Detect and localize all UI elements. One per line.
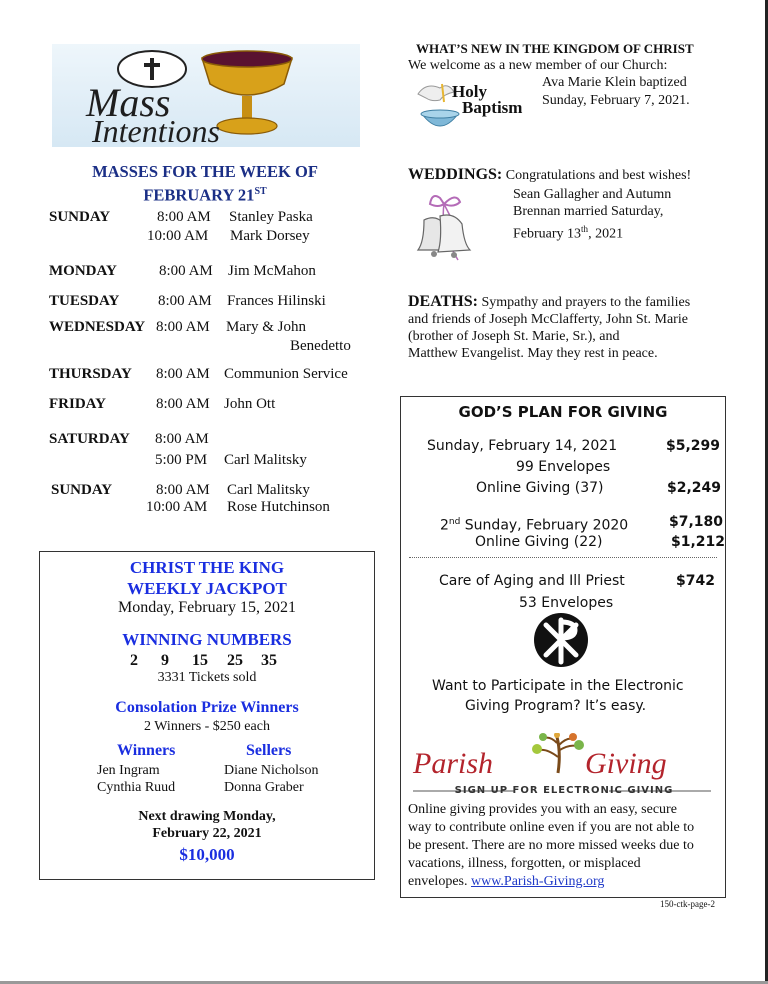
baptism-line1: Ava Marie Klein baptized [542, 75, 687, 90]
mass-intention-name: John Ott [224, 396, 276, 412]
giving-row-amount: $1,212 [671, 534, 726, 550]
mass-time: 8:00 AM [159, 263, 213, 279]
mass-time: 8:00 AM [156, 319, 210, 335]
mass-day: SATURDAY [49, 431, 130, 447]
winning-number: 9 [161, 652, 169, 669]
next-drawing-line2: February 22, 2021 [152, 826, 262, 841]
mass-time: 8:00 AM [156, 396, 210, 412]
masses-title-line1: MASSES FOR THE WEEK OF [92, 162, 318, 181]
mass-day: TUESDAY [49, 293, 120, 309]
giving-row-amount: $2,249 [667, 480, 722, 496]
mass-intention-name: Rose Hutchinson [227, 499, 330, 515]
mass-day: THURSDAY [49, 366, 132, 382]
mass-day: SUNDAY [51, 482, 113, 498]
baptism-text: Baptism [462, 98, 523, 117]
giving-box [400, 396, 726, 898]
weddings-line2: Sean Gallagher and Autumn [513, 187, 672, 202]
mass-intention-name: Frances Hilinski [227, 293, 326, 309]
winners-label: Winners [117, 742, 176, 759]
winning-numbers-label: WINNING NUMBERS [122, 630, 292, 649]
weddings-line3: Brennan married Saturday, [513, 204, 664, 219]
sellers-label: Sellers [246, 742, 292, 759]
giving-text: Giving [585, 747, 667, 780]
seller-name: Donna Graber [224, 780, 304, 795]
wedding-bells-icon [410, 190, 500, 270]
news-welcome: We welcome as a new member of our Church: [408, 58, 668, 73]
parish-giving-link[interactable]: www.Parish-Giving.org [470, 874, 605, 889]
seller-name: Diane Nicholson [224, 763, 319, 778]
winner-name: Jen Ingram [97, 763, 160, 778]
giving-row-label: Sunday, February 14, 2021 [427, 438, 618, 454]
deaths-line3: (brother of Joseph St. Marie, Sr.), and [408, 329, 620, 344]
parish-text: Parish [413, 747, 494, 780]
mass-intention-name: Jim McMahon [228, 263, 316, 279]
giving-row-label: Care of Aging and Ill Priest [439, 573, 625, 589]
giving-row-label: Online Giving (22) [475, 534, 603, 550]
mass-day: MONDAY [49, 263, 117, 279]
mass-time: 8:00 AM [156, 482, 210, 498]
mass-intentions-banner [52, 44, 360, 147]
mass-time: 8:00 AM [158, 293, 212, 309]
weddings-congrats: Congratulations and best wishes! [502, 168, 692, 183]
chi-rho-icon [533, 612, 589, 668]
winning-number: 35 [261, 652, 277, 669]
winner-name: Cynthia Ruud [97, 780, 176, 795]
giving-description: Online giving provides you with an easy, secure way to contribute online even if you are not able to be present. There are no more missed weeks due to vacations, illness, forgotten, or misplaced envelopes. www.Parish-Giving.org [408, 802, 695, 889]
participate-line1: Want to Participate in the Electronic [432, 678, 684, 694]
jackpot-amount: $10,000 [179, 845, 235, 864]
mass-time: 10:00 AM [147, 228, 209, 244]
giving-row-amount: $7,180 [669, 514, 724, 530]
giving-row-label: Online Giving (37) [476, 480, 604, 496]
participate-line2: Giving Program? It’s easy. [465, 698, 647, 714]
mass-day: SUNDAY [49, 209, 111, 225]
mass-intention-name: Mark Dorsey [230, 228, 310, 244]
wedding-bells-graphic [410, 190, 500, 270]
next-drawing-line1: Next drawing Monday, [138, 809, 276, 824]
mass-time: 8:00 AM [155, 431, 209, 447]
mass-time: 8:00 AM [156, 366, 210, 382]
jackpot-date: Monday, February 15, 2021 [117, 599, 297, 616]
mass-intention-name: Carl Malitsky [227, 482, 310, 498]
giving-row-label: 2nd Sunday, February 2020 [440, 517, 629, 534]
jackpot-title-2: WEEKLY JACKPOT [127, 579, 287, 598]
deaths-line2: and friends of Joseph McClafferty, John St. Marie [408, 312, 688, 327]
weekly-jackpot-box [39, 551, 375, 880]
mass-intention-name: Benedetto [290, 338, 351, 354]
giving-row-amount: $742 [676, 573, 715, 589]
mass-time: 5:00 PM [155, 452, 208, 468]
jackpot-title-1: CHRIST THE KING [129, 558, 285, 577]
mass-intention-name: Mary & John [226, 319, 306, 335]
tickets-sold: 3331 Tickets sold [157, 670, 257, 685]
holy-baptism-graphic [414, 78, 534, 138]
mass-intention-name: Carl Malitsky [224, 452, 307, 468]
giving-row-label: 99 Envelopes [516, 459, 611, 475]
consolation-detail: 2 Winners - $250 each [144, 719, 270, 734]
winning-number: 15 [192, 652, 208, 669]
deaths-line4: Matthew Evangelist. May they rest in peace. [408, 346, 658, 361]
mass-day: WEDNESDAY [49, 319, 146, 335]
giving-row-label: 53 Envelopes [519, 595, 614, 611]
consolation-label: Consolation Prize Winners [115, 699, 299, 716]
mass-intention-name: Stanley Paska [229, 209, 313, 225]
banner-intentions-text: Intentions [92, 113, 220, 147]
banner-mass-text: Mass [86, 80, 171, 125]
news-title: WHAT’S NEW IN THE KINGDOM OF CHRIST [416, 41, 694, 56]
weddings-line4: February 13th, 2021 [513, 224, 624, 242]
giving-row-amount: $5,299 [666, 438, 721, 454]
mass-time: 8:00 AM [157, 209, 211, 225]
parish-giving-logo [411, 733, 717, 803]
winning-number: 2 [130, 652, 138, 669]
mass-intention-name: Communion Service [224, 366, 348, 382]
masses-title-line2: FEBRUARY 21ST [143, 185, 267, 205]
baptism-line2: Sunday, February 7, 2021. [542, 93, 690, 108]
mass-day: FRIDAY [49, 396, 106, 412]
chalice-host-icon [52, 44, 360, 147]
weddings-label: WEDDINGS: [408, 166, 503, 183]
giving-title: GOD’S PLAN FOR GIVING [458, 403, 668, 421]
page-code: 150-ctk-page-2 [660, 899, 715, 909]
masses-title [40, 162, 370, 206]
weddings-line1 [408, 166, 691, 185]
deaths-label: DEATHS: [408, 293, 478, 310]
giving-divider [409, 557, 717, 558]
deaths-line1: DEATHS: Sympathy and prayers to the families [408, 293, 691, 310]
logo-subtitle: SIGN UP FOR ELECTRONIC GIVING [454, 785, 674, 796]
mass-time: 10:00 AM [146, 499, 208, 515]
holy-text: Holy [452, 82, 487, 101]
winning-number: 25 [227, 652, 243, 669]
